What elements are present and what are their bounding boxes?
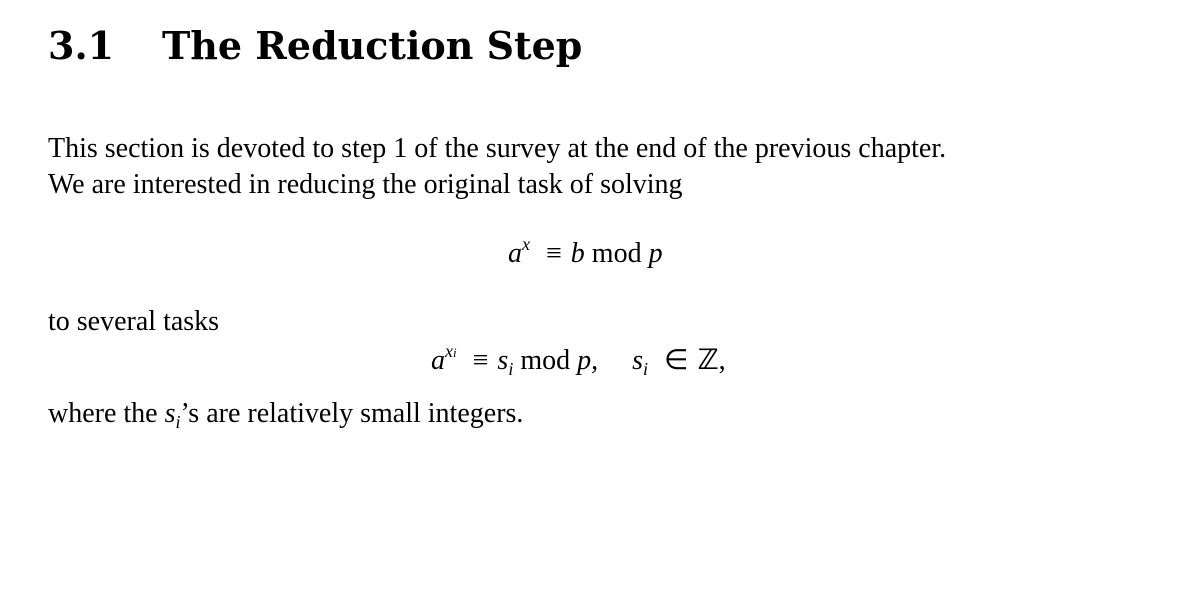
eq2-exp-var: x	[445, 341, 453, 361]
eq1-exponent: x	[522, 234, 530, 254]
where-var-sub: i	[175, 412, 181, 432]
eq2-s-sub: i	[508, 359, 514, 379]
eq2-member-s: s	[632, 345, 644, 376]
equation-discrete-log	[508, 236, 663, 274]
eq2-base: a	[431, 345, 445, 376]
where-var-s: s	[164, 398, 176, 429]
eq1-base: a	[508, 238, 522, 269]
eq1-mod: mod	[591, 238, 642, 269]
where-suffix: ’s are relatively small integers.	[180, 398, 524, 429]
eq2-trailing-comma: ,	[718, 345, 726, 376]
section-title: The Reduction Step	[162, 23, 583, 68]
intro-paragraph	[48, 131, 946, 203]
eq1-modulus: p	[648, 238, 663, 269]
eq1-rhs: b	[570, 238, 585, 269]
where-prefix: where the	[48, 398, 165, 429]
eq2-exp-sub: i	[453, 345, 457, 360]
eq2-member-sub: i	[643, 359, 649, 379]
intro-line-1: This section is devoted to step 1 of the survey at the end of the previous chapter.	[48, 133, 947, 164]
several-tasks-text: to several tasks	[48, 306, 220, 337]
section-number: 3.1	[48, 23, 115, 68]
eq1-equiv: ≡	[546, 238, 562, 269]
eq2-element-of: ∈	[664, 345, 689, 376]
conclusion-paragraph	[48, 396, 523, 434]
eq2-mod: mod	[520, 345, 571, 376]
section-heading	[48, 20, 582, 72]
equation-subtasks	[431, 342, 726, 383]
eq2-modulus: p,	[577, 345, 599, 376]
intro-line-2: We are interested in reducing the original task of solving	[48, 169, 683, 200]
eq2-exponent	[445, 341, 457, 361]
eq2-equiv: ≡	[472, 345, 489, 376]
eq2-s: s	[497, 345, 509, 376]
eq2-integers-set: ℤ	[697, 343, 719, 376]
